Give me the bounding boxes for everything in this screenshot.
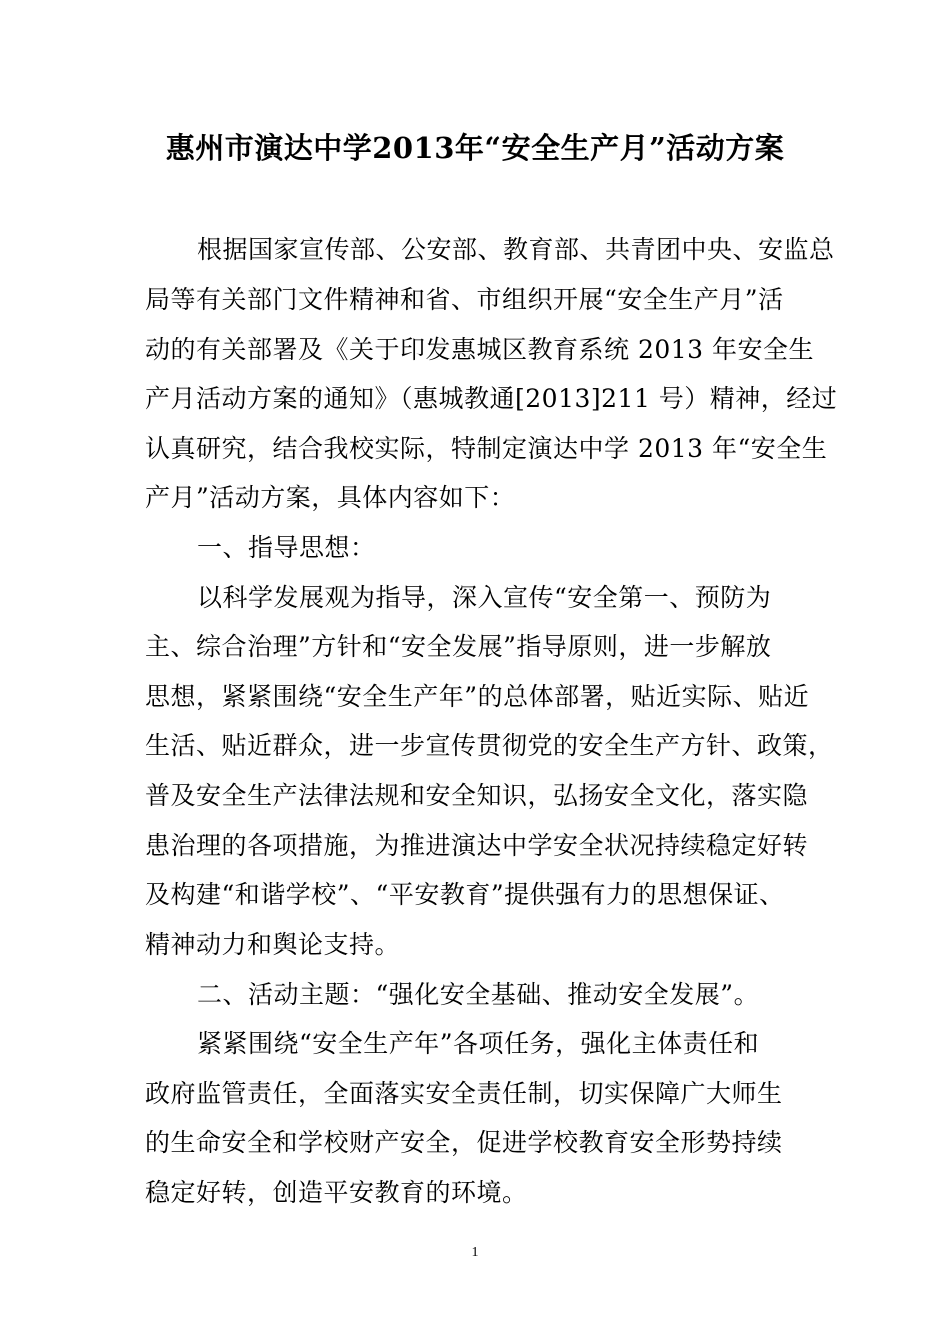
paragraph-line: 患治理的各项措施，为推进演达中学安全状况持续稳定好转 xyxy=(145,831,809,860)
paragraph-line: 生活、贴近群众，进一步宣传贯彻党的安全生产方针、政策， xyxy=(145,731,834,760)
paragraph-line: 稳定好转，创造平安教育的环境。 xyxy=(145,1178,528,1207)
section-heading: 一、指导思想： xyxy=(197,533,376,562)
paragraph-line: 精神动力和舆论支持。 xyxy=(145,930,401,959)
paragraph-line: 产月”活动方案，具体内容如下： xyxy=(145,483,516,512)
paragraph-line: 主、综合治理”方针和“安全发展”指导原则，进一步解放 xyxy=(145,632,772,661)
paragraph-line: 普及安全生产法律法规和安全知识，弘扬安全文化，落实隐 xyxy=(145,781,809,810)
paragraph-line: 政府监管责任，全面落实安全责任制，切实保障广大师生 xyxy=(145,1079,783,1108)
paragraph-line: 思想，紧紧围绕“安全生产年”的总体部署，贴近实际、贴近 xyxy=(145,682,810,711)
document-title: 惠州市演达中学2013年“安全生产月”活动方案 xyxy=(165,131,785,165)
paragraph-line: 根据国家宣传部、公安部、教育部、共青团中央、安监总 xyxy=(197,235,835,264)
paragraph-line: 以科学发展观为指导，深入宣传“安全第一、预防为 xyxy=(197,583,772,612)
paragraph-line: 及构建“和谐学校”、“平安教育”提供强有力的思想保证、 xyxy=(145,880,785,909)
page-number: 1 xyxy=(471,1245,479,1260)
paragraph-line: 认真研究，结合我校实际，特制定演达中学 2013 年“安全生 xyxy=(145,434,828,463)
paragraph-line: 产月活动方案的通知》（惠城教通[2013]211 号）精神，经过 xyxy=(145,384,838,413)
paragraph-line: 紧紧围绕“安全生产年”各项任务，强化主体责任和 xyxy=(197,1029,760,1058)
section-heading: 二、活动主题：“强化安全基础、推动安全发展”。 xyxy=(197,980,760,1009)
paragraph-line: 局等有关部门文件精神和省、市组织开展“安全生产月”活 xyxy=(145,285,784,314)
paragraph-line: 动的有关部署及《关于印发惠城区教育系统 2013 年安全生 xyxy=(145,335,815,364)
paragraph-line: 的生命安全和学校财产安全，促进学校教育安全形势持续 xyxy=(145,1128,783,1157)
